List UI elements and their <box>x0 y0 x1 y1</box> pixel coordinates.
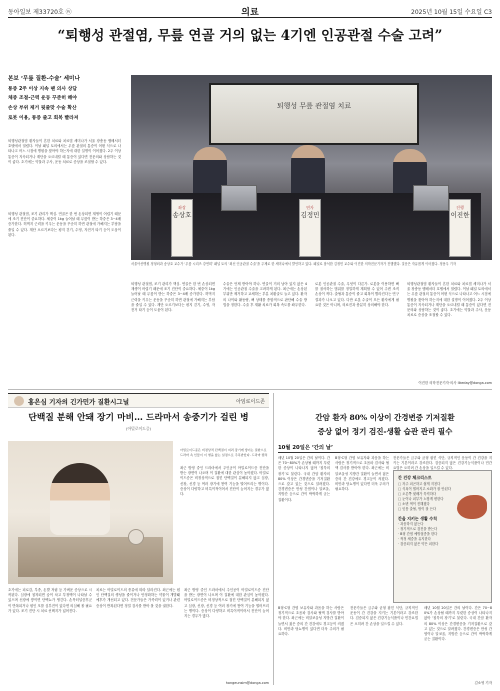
photo-caption: 서울아산병원 정형외과 송상호 교수가 ‘무릎 시리즈 강연회’ 패널 토의 ‘최신 인공관절 수술’을 주제로 한 세미나에서 발언하고 있다. 패널로 참석한 김정민 교수와 이진한 의학전문기자가 진행했다. 질문은 자유롭게 이어졌다. 정용우 기자 <box>131 262 456 266</box>
column-banner <box>8 393 269 408</box>
column-banner-right: 아임로이드존 <box>236 399 265 405</box>
article2-column: 최근 방영 중인 드라마에서 주인공이 아밀로이드증 진단을 받는 장면이 나오며 이 질환에 대한 관심이 높아졌다. 아밀로이드증은 비정상적으로 접힌 단백질이 분해되지 않고 심장, 신장, 신경 등 여러 장기에 쌓여 기능을 떨어뜨리는 병이다. 증상이 다양하고 비특이적이어서 진단이 늦어지는 경우가 많다. <box>184 588 269 619</box>
article1-column: 퇴행성관절염 환자들이 흔한 치료와 치료법 세미나가 서울 장충동 앰배서더 호텔에서 열렸다. 이날 패널 토의에서는 무릎 관절의 통증이 어떤 식으로 나타나고 어느 시점에 병원을 찾아야 하는지에 대한 설명이 이어졌다. 2주 이상 통증이 지속되거나 계단을 오르내릴 때 통증이 있다면 전문의와 상담하는 것이 좋다. 초기에는 약물과 주사, 운동 치료로 증상을 조절할 수 있다. <box>407 282 491 318</box>
article1-lead-text: 퇴행성관절염 환자들이 흔한 치료와 치료법 세미나가 서울 장충동 앰배서더 호텔에서 열렸다. 이날 패널 토의에서는 무릎 관절의 통증이 어떤 식으로 나타나고 어느 시점에 병원을 찾아야 하는지에 대한 설명이 이어졌다. 2주 이상 통증이 지속되거나 계단을 오르내릴 때 통증이 있다면 전문의와 상담하는 것이 좋다. 초기에는 약물과 주사, 운동 치료로 증상을 조절할 수 있다. <box>8 139 121 164</box>
nameplate <box>449 199 471 257</box>
article2-byline: hongeunsim@donga.com <box>225 681 269 685</box>
nameplate <box>299 199 321 257</box>
rule-item: · 적정 체중을 유지한다 <box>398 537 431 541</box>
masthead-left: 동아일보 제33720호 ⓦ <box>8 9 72 16</box>
article3-column: B형·C형 간염 보유자와 과음을 하는 사람은 정기적으로 초음파 검사와 혈액 검사를 받아야 한다. 최근에는 비알코올성 지방간 질환이 늘면서 젊은 층의 간 건강에도 경고등이 켜졌다. 비만과 당뇨병이 있다면 더욱 주의가 필요하다. <box>278 606 344 637</box>
subhead: 본보 ‘무릎 질환-수술’ 세미나 <box>8 76 80 82</box>
article1-column: 수술은 언제 받아야 하나. 연골이 거의 남아 있지 않은 4기에는 인공관절 수술을 고려하게 된다. 최근에는 손상된 부위만 제거하고 교체하는 부분 치환술도 늘고 있다. 환자의 나이와 활동량, 뼈 상태를 종합적으로 판단해 수술 방법을 정한다. 수술 후 재활 치료가 회복 속도를 좌우한다. <box>223 282 307 307</box>
article3-rule <box>278 452 492 453</box>
nameplate-name: 송상호 <box>172 211 192 219</box>
article1-headline: “퇴행성 관절염, 무릎 연골 거의 없는 4기엔 인공관절 수술 고려” <box>57 28 443 44</box>
article3-column: 전문가들은 금주와 균형 잡힌 식단, 규칙적인 운동이 간 건강을 지키는 기본이라고 강조한다. 검증되지 않은 건강기능식품이나 민간요법은 오히려 간 손상을 일으킬 수 있다. <box>393 456 492 471</box>
nameplate-role: 연자 <box>306 205 314 210</box>
nameplate-name: 이진한 <box>450 211 470 219</box>
article3-headline2: 증상 없어 정기 검진-생활 습관 관리 필수 <box>317 427 453 436</box>
art-caption: 아밀로이드증은 비정상적 단백질이 여러 장기에 쌓이는 질환으로 드라마 속 인물이 이 병을 앓는 설정으로 주목받았다. 드라마 캡처 <box>180 448 268 457</box>
article1-lead-text-2: 퇴행성 관절염, 조기 관리가 핵심. 연골은 한 번 손상되면 재생이 어렵기 때문에 조기 진단이 중요하다. 체중이 1kg 늘어날 때 무릎이 받는 하중은 3~4배 증가한다. 허벅지 근력을 키우는 운동을 꾸준히 하면 관절에 가해지는 부담을 줄일 수 있다. 계단 오르기보다는 평지 걷기, 수영, 자전거 타기 등이 도움이 된다. <box>8 212 121 237</box>
seminar-photo <box>131 75 492 260</box>
nameplate <box>171 199 193 257</box>
article3-column: 매년 10월 20일은 간의 날이다. 간은 70~80%가 손상될 때까지 뚜렷한 증상이 나타나지 않아 ‘침묵의 장기’로 불린다. 국내 간암 환자의 80% 이상은 간경변증을 기저질환으로 갖고 있는 것으로 알려졌다. 간경변증은 만성 간염이나 알코올, 지방간 등으로 간이 딱딱하게 굳는 질환이다. <box>278 456 330 502</box>
section-title: 의료 <box>241 8 259 18</box>
article1-subheads <box>8 75 121 135</box>
article3-byline: 김소영 기자 <box>474 681 492 685</box>
article1-column: 로봇 인공관절 수술, 무엇이 다른가. 로봇을 이용하면 뼈를 절삭하는 범위를 정밀하게 계획할 수 있어 주변 조직 손상이 적다. 출혈과 통증이 줄고 회복이 빨라진다는 연구 결과가 나오고 있다. 다만 로봇 수술이 모든 환자에게 필요한 것은 아니며, 의료진과 충분히 상의해야 한다. <box>315 282 399 307</box>
article2-subtitle: (아밀로이드증) <box>126 426 151 431</box>
column-divider <box>273 393 274 685</box>
checklist-item: □ 눈이나 피부가 노랗게 변한다 <box>398 496 444 501</box>
subhead: 로봇 이용, 통증 줄고 회복 빨라져 <box>8 115 79 121</box>
article3-column: B형·C형 간염 보유자와 과음을 하는 사람은 정기적으로 초음파 검사와 혈액 검사를 받아야 한다. 최근에는 비알코올성 지방간 질환이 늘면서 젊은 층의 간 건강에도 경고등이 켜졌다. 비만과 당뇨병이 있다면 더욱 주의가 필요하다. <box>335 456 389 492</box>
liver-illustration <box>457 495 487 519</box>
article1-column: 퇴행성 관절염, 조기 관리가 핵심. 연골은 한 번 손상되면 재생이 어렵기 때문에 조기 진단이 중요하다. 체중이 1kg 늘어날 때 무릎이 받는 하중은 3~4배 증가한다. 허벅지 근력을 키우는 운동을 꾸준히 하면 관절에 가해지는 부담을 줄일 수 있다. 계단 오르기보다는 평지 걷기, 수영, 자전거 타기 등이 도움이 된다. <box>131 282 215 313</box>
infobox-title-2: 간을 지키는 생활 수칙 <box>398 515 437 521</box>
checklist-item: □ 소변 색이 진해졌다 <box>398 501 430 506</box>
laptop <box>413 185 449 211</box>
rule-item: · 과음하지 않는다 <box>398 522 424 526</box>
masthead-date-page: 2025년 10월 15일 수요일 C3 <box>411 9 492 16</box>
article3-column: 매년 10월 20일은 간의 날이다. 간은 70~80%가 손상될 때까지 뚜렷한 증상이 나타나지 않아 ‘침묵의 장기’로 불린다. 국내 간암 환자의 80% 이상은 간경변증을 기저질환으로 갖고 있는 것으로 알려졌다. 간경변증은 만성 간염이나 알코올, 지방간 등으로 간이 딱딱하게 굳는 질환이다. <box>424 606 492 642</box>
infobox-title: 간 건강 체크리스트 <box>398 475 432 480</box>
masthead <box>8 6 492 18</box>
nameplate-name: 김정민 <box>300 211 320 219</box>
screen-text: 퇴행성 무릎 관절염 치료 <box>276 102 352 110</box>
nameplate-role: 좌장 <box>178 205 186 210</box>
article2-column: 최근 방영 중인 드라마에서 주인공이 아밀로이드증 진단을 받는 장면이 나오며 이 질환에 대한 관심이 높아졌다. 아밀로이드증은 비정상적으로 접힌 단백질이 분해되지 않고 심장, 신장, 신경 등 여러 장기에 쌓여 기능을 떨어뜨리는 병이다. 증상이 다양하고 비특이적이어서 진단이 늦어지는 경우가 많다. <box>180 466 269 497</box>
section-divider <box>8 389 492 390</box>
article2-headline: 단백질 분해 안돼 장기 마비… 드라마서 송중기가 걸린 병 <box>28 413 249 423</box>
projection-screen <box>209 83 419 145</box>
article3-column: 전문가들은 금주와 균형 잡힌 식단, 규칙적인 운동이 간 건강을 지키는 기본이라고 강조한다. 검증되지 않은 건강기능식품이나 민간요법은 오히려 간 손상을 일으킬 수 있다. <box>350 606 418 626</box>
checklist-item: □ 잇몸 출혈, 멍이 잘 든다 <box>398 506 437 511</box>
reporter-avatar <box>14 396 24 406</box>
drama-still-photo <box>8 441 173 584</box>
article3-headline: 간암 환자 80% 이상이 간경변증 기저질환 <box>315 413 455 422</box>
article1-byline: 이진한 의학전문기자·의사 likeday@donga.com <box>418 381 492 385</box>
actor-figure <box>50 463 110 535</box>
cup <box>128 529 144 545</box>
subhead: 체중 조절-근력 운동 꾸준히 해야 <box>8 96 77 102</box>
rule-item: · 정기적으로 검진을 받는다 <box>398 527 438 531</box>
rule-item: · B형 간염 예방접종을 한다 <box>398 532 438 536</box>
article2-column: 초기에는 피로감, 부종, 손발 저림 등 가벼운 증상으로 시작된다. 심장에 침착되면 숨이 차고 부정맥이 나타날 수 있으며 신장에 쌓이면 단백뇨가 생긴다. 손목터널증후군이 반복되거나 원인 모를 심부전이 있다면 의심해 볼 필요가 있다. 조기 진단 시 치료 선택지가 넓어진다. <box>8 588 92 613</box>
laptop <box>221 185 257 211</box>
checklist-item: □ 자주 피곤하고 쉽게 지친다 <box>398 481 441 486</box>
nameplate-role: 진행 <box>456 205 464 210</box>
article3-section-label: 10월 20일은 ‘간의 날’ <box>278 445 334 451</box>
column-banner-title: 홍은심 기자의 긴가민가 질환시그널 <box>28 398 129 406</box>
checklist-item: □ 오른쪽 윗배가 묵직하다 <box>398 491 437 496</box>
subhead: 통증 2주 이상 지속 땐 의사 상담 <box>8 86 77 92</box>
rule-item: · 검증되지 않은 약은 피한다 <box>398 542 439 546</box>
liver-infobox <box>393 470 492 603</box>
article2-column: 치료는 아밀로이드의 종류에 따라 달라진다. 최근에는 원인 단백질의 생성을 줄이거나 안정화하는 약물이 개발돼 예후가 개선되고 있다. 전문가들은 가족력이 있거나 관련 증상이 반복된다면 정밀 검사를 받아 볼 것을 권한다. <box>96 588 180 608</box>
subhead: 손상 부위 제거 뒷줄맞 수술 확산 <box>8 106 77 112</box>
checklist-item: □ 식욕이 떨어지고 소화가 잘 안된다 <box>398 486 451 491</box>
